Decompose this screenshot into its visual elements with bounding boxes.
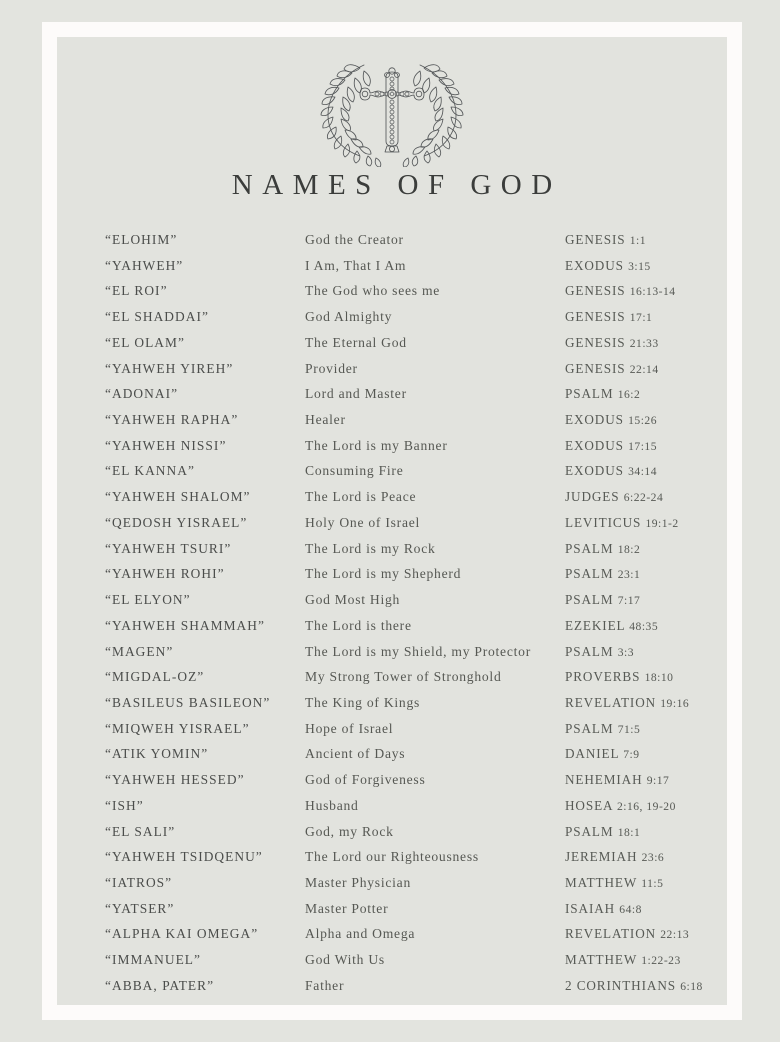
table-row <box>57 613 727 639</box>
name-of-god: “ELOHIM” <box>105 232 178 247</box>
table-row <box>57 227 727 253</box>
name-of-god: “YAHWEH TSURI” <box>105 540 232 556</box>
name-of-god: “ABBA, PATER” <box>105 977 215 993</box>
table-row <box>57 819 727 845</box>
name-of-god: “ISH” <box>105 797 144 813</box>
name-meaning: Husband <box>305 797 359 813</box>
table-row <box>57 356 727 382</box>
ornate-cross-in-laurel-wreath-icon <box>57 57 727 167</box>
table-row <box>57 690 727 716</box>
reference-verse: 3:15 <box>628 259 651 273</box>
table-row <box>57 304 727 330</box>
reference-verse: 15:26 <box>628 414 658 428</box>
table-row <box>57 536 727 562</box>
table-row <box>57 639 727 665</box>
name-meaning: Healer <box>305 412 346 428</box>
reference-book: PSALM <box>565 566 614 582</box>
scripture-reference <box>565 664 673 691</box>
name-meaning: The Lord is my Rock <box>305 540 436 556</box>
table-row <box>57 381 727 407</box>
reference-verse: 22:14 <box>629 362 659 376</box>
scripture-reference <box>565 536 640 563</box>
scripture-reference <box>565 716 640 743</box>
name-of-god: “YAHWEH NISSI” <box>105 437 227 453</box>
name-of-god: “EL ELYON” <box>105 592 191 608</box>
table-row <box>57 947 727 973</box>
reference-book: PSALM <box>565 540 614 556</box>
reference-book: MATTHEW <box>565 952 637 968</box>
scripture-reference <box>565 304 652 331</box>
table-row <box>57 433 727 459</box>
name-of-god: “YAHWEH TSIDQENU” <box>105 849 263 865</box>
scripture-reference <box>565 844 664 871</box>
reference-verse: 17:15 <box>628 439 658 453</box>
name-of-god: “ATIK YOMIN” <box>105 746 209 762</box>
name-meaning: The Lord is my Shield, my Protector <box>305 643 531 659</box>
name-of-god: “BASILEUS BASILEON” <box>105 694 271 710</box>
name-of-god: “YAHWEH SHAMMAH” <box>105 617 265 633</box>
reference-book: EXODUS <box>565 463 624 479</box>
reference-book: ISAIAH <box>565 900 616 916</box>
table-row <box>57 896 727 922</box>
table-row <box>57 767 727 793</box>
scripture-reference <box>565 767 669 794</box>
name-of-god: “EL OLAM” <box>105 334 185 350</box>
reference-verse: 7:9 <box>623 748 640 762</box>
reference-book: HOSEA <box>565 797 613 813</box>
scripture-reference <box>565 561 640 588</box>
name-of-god: “YAHWEH YIREH” <box>105 360 234 376</box>
reference-verse: 18:2 <box>617 542 641 556</box>
reference-book: REVELATION <box>565 926 657 942</box>
poster-inner-panel <box>57 37 727 1005</box>
reference-verse: 9:17 <box>646 774 670 788</box>
reference-book: 2 CORINTHIANS <box>565 977 676 993</box>
scripture-reference <box>565 484 663 511</box>
reference-book: EZEKIEL <box>565 617 626 633</box>
name-of-god: “YAHWEH ROHI” <box>105 566 225 582</box>
reference-book: LEVITICUS <box>565 514 642 530</box>
name-meaning: The Lord is Peace <box>305 489 417 505</box>
scripture-reference <box>565 278 676 305</box>
scripture-reference <box>565 741 640 768</box>
table-row <box>57 407 727 433</box>
scripture-reference <box>565 793 676 820</box>
name-of-god: “YAHWEH” <box>105 257 184 273</box>
name-meaning: Ancient of Days <box>305 746 406 762</box>
reference-verse: 23:1 <box>617 568 641 582</box>
name-of-god: “ADONAI” <box>105 386 179 402</box>
reference-verse: 64:8 <box>619 902 642 916</box>
name-meaning: God of Forgiveness <box>305 772 426 788</box>
table-row <box>57 278 727 304</box>
name-meaning: Father <box>305 977 345 993</box>
scripture-reference <box>565 921 689 948</box>
scripture-reference <box>565 458 657 485</box>
name-of-god: “EL KANNA” <box>105 463 195 479</box>
name-of-god: “EL SALI” <box>105 823 176 839</box>
table-row <box>57 844 727 870</box>
table-row <box>57 741 727 767</box>
scripture-reference <box>565 356 659 383</box>
name-of-god: “IMMANUEL” <box>105 952 202 968</box>
scripture-reference <box>565 973 703 1000</box>
name-of-god: “EL SHADDAI” <box>105 309 209 325</box>
reference-book: GENESIS <box>565 232 626 247</box>
name-of-god: “YATSER” <box>105 900 175 916</box>
reference-verse: 19:1-2 <box>645 516 679 530</box>
name-meaning: God the Creator <box>305 232 404 247</box>
reference-book: MATTHEW <box>565 874 637 890</box>
scripture-reference <box>565 613 658 640</box>
table-row <box>57 484 727 510</box>
reference-book: NEHEMIAH <box>565 772 643 788</box>
table-row <box>57 793 727 819</box>
name-meaning: The God who sees me <box>305 283 441 299</box>
name-meaning: Alpha and Omega <box>305 926 416 942</box>
name-meaning: The King of Kings <box>305 694 421 710</box>
name-of-god: “YAHWEH HESSED” <box>105 772 245 788</box>
name-meaning: Provider <box>305 360 358 376</box>
reference-book: PSALM <box>565 592 614 608</box>
reference-verse: 7:17 <box>617 594 641 608</box>
name-meaning: God Most High <box>305 592 401 608</box>
scripture-reference <box>565 870 663 897</box>
name-meaning: God Almighty <box>305 309 393 325</box>
scripture-reference <box>565 330 659 357</box>
name-meaning: Master Physician <box>305 874 412 890</box>
reference-verse: 71:5 <box>617 722 641 736</box>
page-title: NAMES OF GOD <box>231 169 562 201</box>
reference-book: JUDGES <box>565 489 620 505</box>
reference-verse: 6:18 <box>680 979 703 993</box>
scripture-reference <box>565 690 689 717</box>
scripture-reference <box>565 819 640 846</box>
reference-verse: 22:13 <box>660 928 690 942</box>
reference-verse: 6:22-24 <box>623 491 664 505</box>
reference-verse: 21:33 <box>629 336 659 350</box>
name-of-god: “YAHWEH RAPHA” <box>105 412 239 428</box>
name-of-god: “YAHWEH SHALOM” <box>105 489 251 505</box>
name-meaning: The Eternal God <box>305 334 407 350</box>
table-row <box>57 870 727 896</box>
reference-verse: 19:16 <box>660 696 690 710</box>
reference-verse: 2:16, 19-20 <box>616 799 676 813</box>
table-row <box>57 921 727 947</box>
reference-verse: 18:10 <box>644 671 674 685</box>
name-of-god: “MAGEN” <box>105 643 174 659</box>
name-meaning: God, my Rock <box>305 823 394 839</box>
table-row <box>57 561 727 587</box>
reference-book: GENESIS <box>565 309 626 325</box>
name-of-god: “QEDOSH YISRAEL” <box>105 514 248 530</box>
table-row <box>57 458 727 484</box>
name-meaning: Master Potter <box>305 900 389 916</box>
reference-verse: 16:13-14 <box>629 285 676 299</box>
reference-verse: 48:35 <box>629 619 659 633</box>
scripture-reference <box>565 407 657 434</box>
table-row <box>57 587 727 613</box>
table-row <box>57 253 727 279</box>
scripture-reference <box>565 227 646 254</box>
reference-book: PSALM <box>565 823 614 839</box>
name-of-god: “IATROS” <box>105 874 173 890</box>
reference-book: DANIEL <box>565 746 619 762</box>
reference-book: EXODUS <box>565 437 624 453</box>
scripture-reference <box>565 433 657 460</box>
scripture-reference <box>565 587 640 614</box>
name-meaning: The Lord is there <box>305 617 412 633</box>
names-of-god-table <box>57 227 727 999</box>
table-row <box>57 330 727 356</box>
reference-verse: 34:14 <box>628 465 658 479</box>
reference-book: GENESIS <box>565 360 626 376</box>
reference-book: PSALM <box>565 386 614 402</box>
scripture-reference <box>565 253 651 280</box>
reference-book: EXODUS <box>565 257 624 273</box>
reference-verse: 18:1 <box>617 825 641 839</box>
reference-book: GENESIS <box>565 283 626 299</box>
name-of-god: “MIQWEH YISRAEL” <box>105 720 250 736</box>
name-meaning: Hope of Israel <box>305 720 394 736</box>
name-meaning: The Lord is my Shepherd <box>305 566 462 582</box>
reference-book: PSALM <box>565 720 614 736</box>
reference-book: PSALM <box>565 643 614 659</box>
table-row <box>57 973 727 999</box>
reference-book: PROVERBS <box>565 669 641 685</box>
name-meaning: God With Us <box>305 952 385 968</box>
name-meaning: Consuming Fire <box>305 463 404 479</box>
scripture-reference <box>565 947 681 974</box>
name-meaning: I Am, That I Am <box>305 257 407 273</box>
reference-verse: 16:2 <box>617 388 641 402</box>
reference-verse: 11:5 <box>641 876 664 890</box>
name-of-god: “MIGDAL-OZ” <box>105 669 205 685</box>
reference-book: EXODUS <box>565 412 624 428</box>
reference-verse: 1:1 <box>629 234 647 247</box>
reference-verse: 17:1 <box>629 311 653 325</box>
reference-book: JEREMIAH <box>565 849 638 865</box>
name-meaning: Lord and Master <box>305 386 407 402</box>
reference-verse: 1:22-23 <box>641 954 681 968</box>
name-of-god: “EL ROI” <box>105 283 168 299</box>
reference-book: REVELATION <box>565 694 657 710</box>
scripture-reference <box>565 510 679 537</box>
reference-book: GENESIS <box>565 334 626 350</box>
reference-verse: 23:6 <box>641 851 665 865</box>
table-row <box>57 664 727 690</box>
name-meaning: The Lord is my Banner <box>305 437 448 453</box>
scripture-reference <box>565 896 642 923</box>
scripture-reference <box>565 639 634 666</box>
table-row <box>57 510 727 536</box>
name-of-god: “ALPHA KAI OMEGA” <box>105 926 259 942</box>
reference-verse: 3:3 <box>617 645 635 659</box>
name-meaning: The Lord our Righteousness <box>305 849 479 865</box>
name-meaning: Holy One of Israel <box>305 514 421 530</box>
name-meaning: My Strong Tower of Stronghold <box>305 669 502 685</box>
scripture-reference <box>565 381 640 408</box>
table-row <box>57 716 727 742</box>
